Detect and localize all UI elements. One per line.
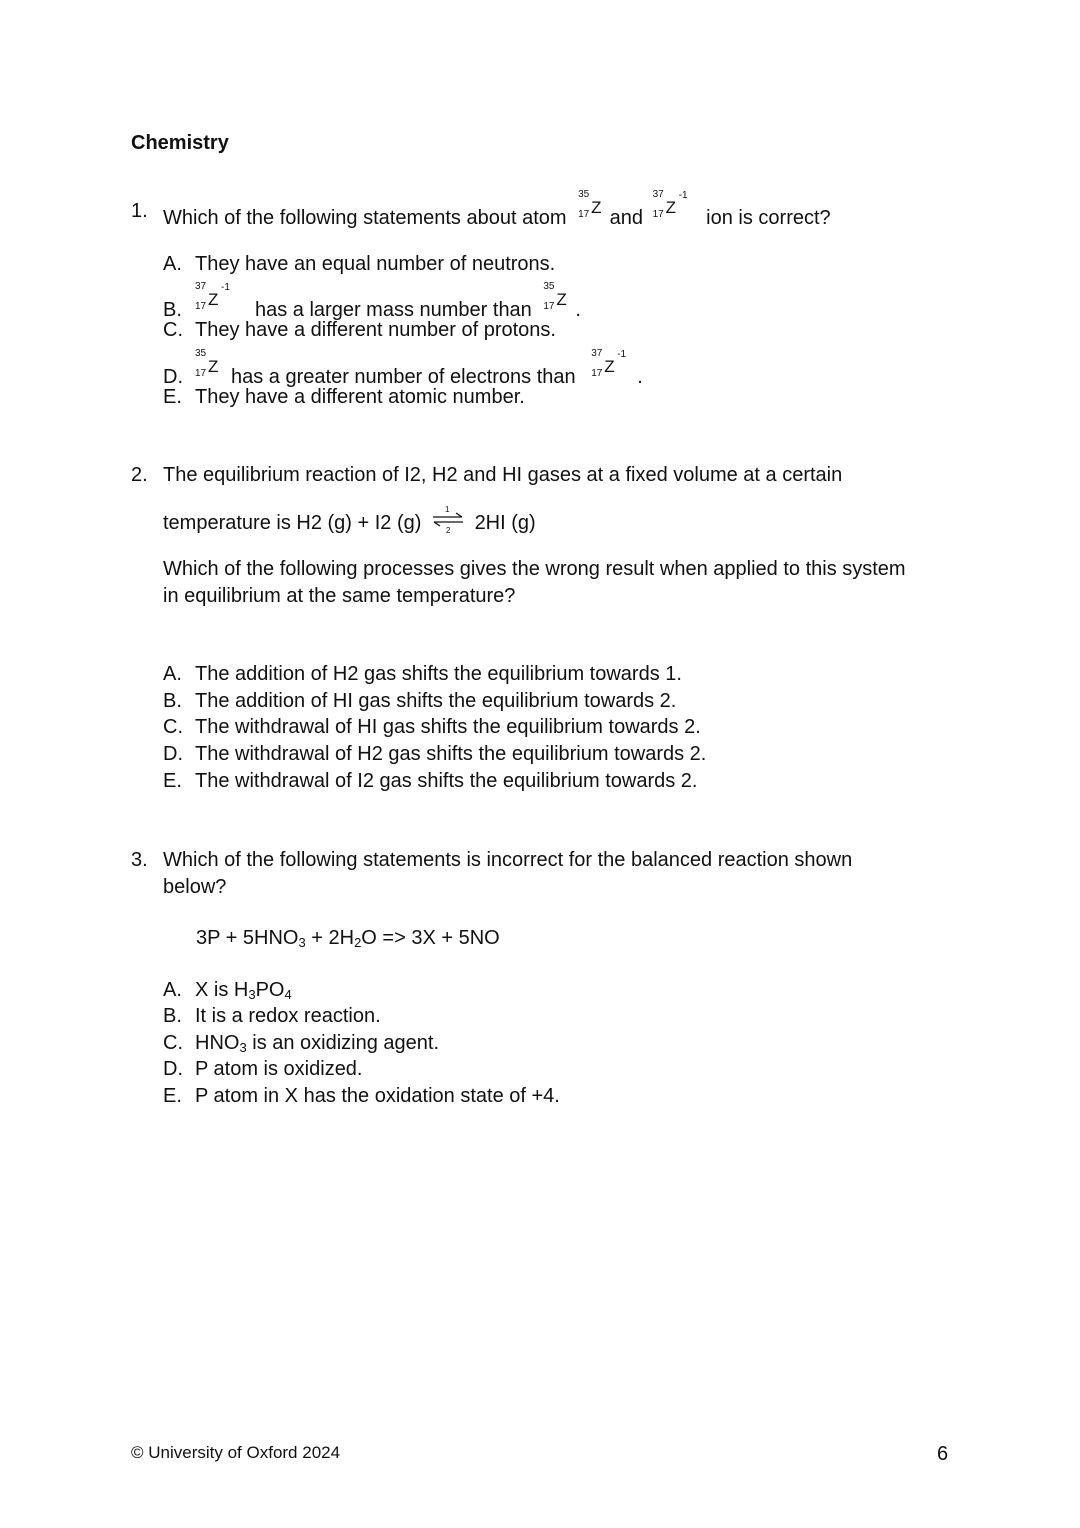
q1-stem-text: Which of the following statements about atom bbox=[163, 207, 567, 229]
arrow-label-forward: 1 bbox=[445, 505, 450, 514]
question-2-stem: 2. The equilibrium reaction of I2, H2 and HI gases at a fixed volume at a certain bbox=[131, 464, 843, 486]
isotope-ion-37: 37 17 Z -1 bbox=[652, 189, 688, 220]
question-number: 1. bbox=[131, 200, 148, 222]
isotope-atom-35: 35 17 Z bbox=[543, 281, 567, 312]
equilibrium-arrow-icon bbox=[431, 505, 465, 542]
isotope-ion-37: 37 17 Z -1 bbox=[195, 281, 230, 312]
q3-option-a: A. X is $H_3PO_4$ bbox=[163, 979, 292, 1002]
q2-prompt-line-2: in equilibrium at the same temperature? bbox=[163, 585, 516, 607]
isotope-ion-37: 37 17 Z -1 bbox=[591, 348, 627, 379]
q3-option-b: B. It is a redox reaction. bbox=[163, 1005, 381, 1027]
isotope-atom-35: 35 17 Z bbox=[195, 348, 219, 379]
q2-option-b: B. The addition of HI gas shifts the equilibrium towards 2. bbox=[163, 690, 677, 712]
footer-copyright: © University of Oxford 2024 bbox=[131, 1443, 341, 1462]
q1-option-a: A. They have an equal number of neutrons. bbox=[163, 253, 556, 275]
q2-option-a: A. The addition of H2 gas shifts the equilibrium towards 1. bbox=[163, 663, 682, 685]
q1-stem-and: and bbox=[609, 207, 644, 229]
question-1-stem bbox=[131, 189, 831, 229]
question-number: 2. bbox=[131, 464, 148, 486]
q2-option-c: C. The withdrawal of HI gas shifts the equilibrium towards 2. bbox=[163, 716, 701, 738]
q1-option-c: C. They have a different number of protons. bbox=[163, 319, 556, 341]
q3-reaction-equation: $3P + 5HNO_3 + 2H_2O => 3X + 5NO$ bbox=[196, 927, 500, 950]
q2-option-d: D. The withdrawal of H2 gas shifts the equilibrium towards 2. bbox=[163, 743, 707, 765]
q3-stem-line-2: below? bbox=[163, 876, 227, 898]
q3-option-e: E. P atom in X has the oxidation state of +4. bbox=[163, 1085, 560, 1107]
page-number: 6 bbox=[937, 1443, 949, 1465]
q3-option-d: D. P atom is oxidized. bbox=[163, 1058, 363, 1080]
q2-reaction-line: temperature is H2 (g) + I2 (g) 1 2 2HI (g) bbox=[163, 505, 536, 542]
isotope-atom-35: 35 17 Z bbox=[578, 189, 602, 220]
question-3-stem: 3. Which of the following statements is incorrect for the balanced reaction shown bbox=[131, 849, 853, 871]
question-number: 3. bbox=[131, 849, 148, 871]
q2-prompt-line-1: Which of the following processes gives the wrong result when applied to this system bbox=[163, 558, 906, 580]
q1-stem-end: ion is correct? bbox=[706, 207, 831, 229]
q2-option-e: E. The withdrawal of I2 gas shifts the equilibrium towards 2. bbox=[163, 770, 698, 792]
section-title: Chemistry bbox=[131, 132, 229, 154]
q1-option-e: E. They have a different atomic number. bbox=[163, 386, 525, 408]
arrow-label-reverse: 2 bbox=[446, 526, 451, 535]
q1-option-b: B. 37 17 Z -1 has a larger mass number than 35 17 Z . bbox=[163, 281, 581, 321]
q3-option-c: C. $HNO_3$ is an oxidizing agent. bbox=[163, 1032, 440, 1055]
q1-option-d: D. 35 17 Z has a greater number of electrons than 37 17 Z -1 . bbox=[163, 348, 643, 388]
